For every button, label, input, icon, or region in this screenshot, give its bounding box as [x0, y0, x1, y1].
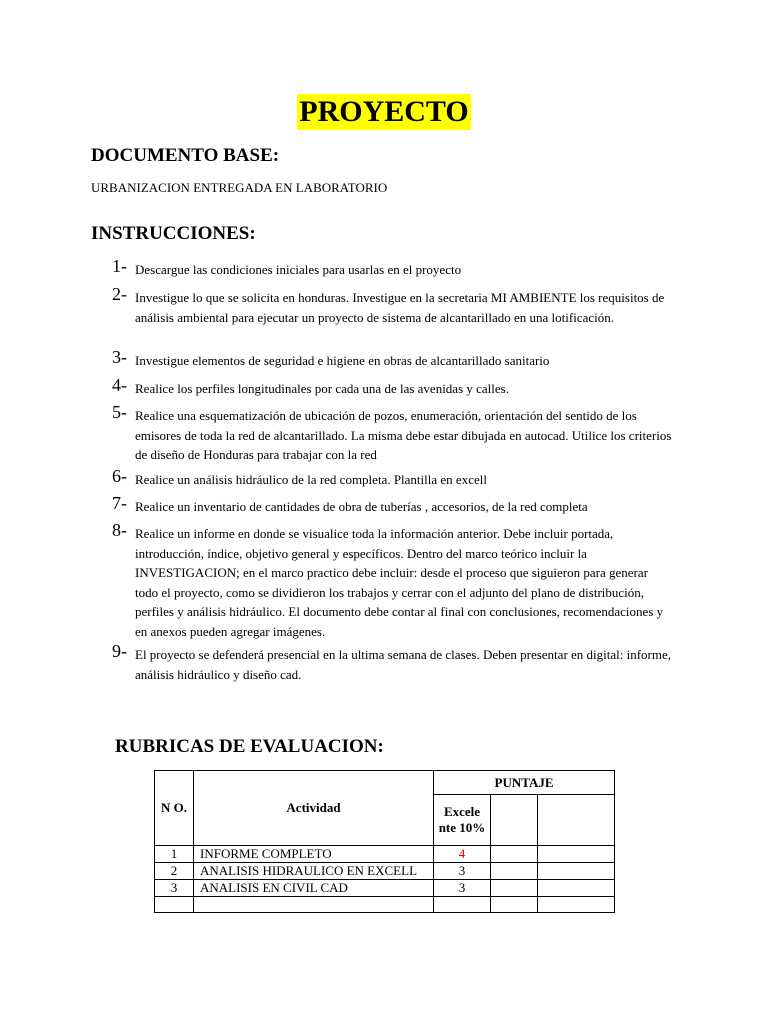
- instruction-item: [112, 375, 672, 399]
- instruction-item: [112, 284, 672, 327]
- instruction-number: 5-: [112, 402, 127, 422]
- table-row: [155, 846, 615, 863]
- documento-base-heading: DOCUMENTO BASE:: [91, 145, 280, 166]
- row-activity: ANALISIS EN CIVIL CAD: [194, 880, 434, 897]
- instruction-text: Investigue elementos de seguridad e higiene en obras de alcantarillado sanitario: [135, 353, 550, 368]
- table-row: [155, 863, 615, 880]
- row-number: 1: [155, 846, 194, 863]
- instruction-item: [112, 256, 672, 280]
- instrucciones-heading: INSTRUCCIONES:: [91, 223, 256, 244]
- row-empty-cell: [538, 846, 615, 863]
- page-title: PROYECTO: [299, 95, 469, 128]
- row-empty-cell: [491, 880, 538, 897]
- header-no: N O.: [155, 771, 194, 846]
- row-score: 3: [434, 880, 491, 897]
- row-activity: ANALISIS HIDRAULICO EN EXCELL: [194, 863, 434, 880]
- table-row: [155, 880, 615, 897]
- instruction-text: Realice una esquematización de ubicación de pozos, enumeración, orientación del sentido de los emisores de toda la red de alcantarillado. La misma debe estar dibujada en autocad. Utilice los criterios de diseño de Honduras para trabajar con la red: [135, 408, 672, 462]
- instruction-item: [112, 493, 672, 517]
- row-empty-cell: [491, 897, 538, 913]
- documento-base-text: URBANIZACION ENTREGADA EN LABORATORIO: [91, 180, 388, 195]
- instruction-number: 3-: [112, 347, 127, 367]
- row-activity: [194, 897, 434, 913]
- instruction-text: Realice un inventario de cantidades de obra de tuberías , accesorios, de la red completa: [135, 499, 588, 514]
- rubricas-heading: RUBRICAS DE EVALUACION:: [115, 736, 384, 757]
- instruction-number: 4-: [112, 375, 127, 395]
- header-empty-cell: [491, 795, 538, 846]
- instruction-number: 8-: [112, 520, 127, 540]
- instruction-number: 2-: [112, 284, 127, 304]
- header-excelente: Excele nte 10%: [434, 795, 491, 846]
- rubric-table: [154, 770, 615, 913]
- instruction-text: Realice un análisis hidráulico de la red completa. Plantilla en excell: [135, 472, 487, 487]
- row-activity: INFORME COMPLETO: [194, 846, 434, 863]
- instruction-item: [112, 520, 672, 641]
- row-score: 3: [434, 863, 491, 880]
- instruction-item: [112, 402, 672, 465]
- row-empty-cell: [491, 863, 538, 880]
- instruction-item: [112, 466, 672, 490]
- header-puntaje: PUNTAJE: [434, 771, 615, 795]
- instruction-text: Realice un informe en donde se visualice toda la información anterior. Debe incluir portada, introducción, índice, objetivo general y específicos. Dentro del marco teórico incluir la INVESTIGACION; en el marco practico debe incluir: desde el proceso que siguieron para generar todo el proyecto, como se dividieron los trabajos y cerrar con el adjunto del plano de distribución, perfiles y análisis hidráulico. El documento debe contar al final con conclusiones, recomendaciones y en anexos pueden agregar imágenes.: [135, 526, 664, 639]
- row-score: [434, 897, 491, 913]
- instruction-text: Realice los perfiles longitudinales por cada una de las avenidas y calles.: [135, 381, 509, 396]
- row-empty-cell: [538, 863, 615, 880]
- instruction-number: 7-: [112, 493, 127, 513]
- instruction-number: 9-: [112, 641, 127, 661]
- table-row: [155, 897, 615, 913]
- header-empty-cell: [538, 795, 615, 846]
- table-header-row: [155, 771, 615, 795]
- row-number: 2: [155, 863, 194, 880]
- header-actividad: Actividad: [194, 771, 434, 846]
- instruction-item: [112, 347, 672, 371]
- instruction-number: 1-: [112, 256, 127, 276]
- row-score: 4: [434, 846, 491, 863]
- instruction-text: El proyecto se defenderá presencial en la ultima semana de clases. Deben presentar en digital: informe, análisis hidráulico y diseño cad.: [135, 647, 672, 682]
- row-number: [155, 897, 194, 913]
- row-number: 3: [155, 880, 194, 897]
- instruction-text: Descargue las condiciones iniciales para usarlas en el proyecto: [135, 262, 462, 277]
- row-empty-cell: [538, 880, 615, 897]
- row-empty-cell: [491, 846, 538, 863]
- instruction-number: 6-: [112, 466, 127, 486]
- row-empty-cell: [538, 897, 615, 913]
- instruction-item: [112, 641, 672, 684]
- title-container: [0, 94, 768, 130]
- instruction-text: Investigue lo que se solicita en honduras. Investigue en la secretaria MI AMBIENTE los requisitos de análisis ambiental para ejecutar un proyecto de sistema de alcantarillado en una lotificación.: [135, 290, 665, 325]
